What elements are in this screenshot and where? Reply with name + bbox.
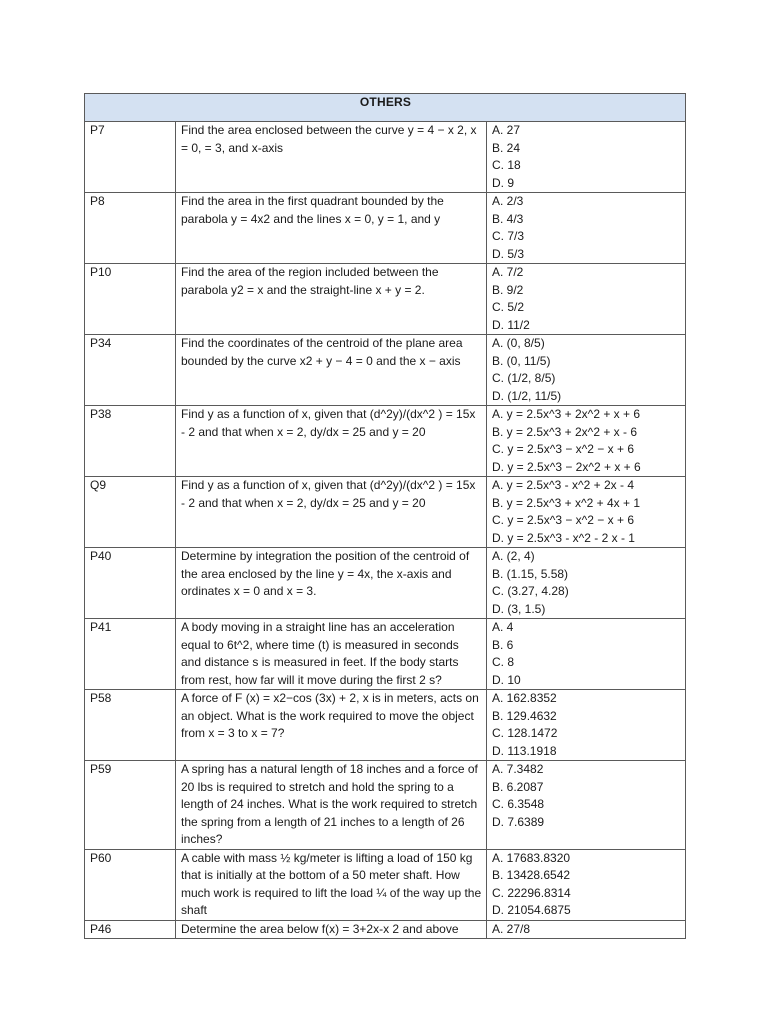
answer-options [487, 193, 686, 264]
question-id: P8 [85, 193, 176, 264]
questions-body [85, 122, 686, 939]
question-text: A cable with mass ½ kg/meter is lifting a load of 150 kg that is initially at the bottom of a 50 meter shaft. How much work is required to lift the load ¼ of the way up the shaft [181, 850, 482, 917]
answer-options [487, 690, 686, 761]
question-text: Find the area of the region included between the parabola y2 = x and the straight-line x + y = 2. [181, 265, 439, 297]
answer-options [487, 849, 686, 920]
answer-option: A. 27 [492, 123, 521, 137]
answer-options [487, 122, 686, 193]
question-text: A body moving in a straight line has an acceleration equal to 6t^2, where time (t) is measured in seconds and distance s is measured in feet. If the body starts from rest, how far will it move during the first 2 s? [181, 620, 459, 687]
answer-option: C. 18 [492, 158, 521, 172]
answer-option: A. 2/3 [492, 194, 524, 208]
question-text-cell [176, 477, 487, 548]
question-text-cell [176, 335, 487, 406]
answer-option: D. 11/2 [492, 317, 530, 332]
question-id: P46 [85, 920, 176, 939]
table-header-row [85, 94, 686, 122]
question-text-cell [176, 761, 487, 850]
answer-option: D. 113.1918 [492, 743, 557, 758]
answer-option: A. 7.3482 [492, 762, 544, 776]
answer-option: A. 162.8352 [492, 691, 557, 705]
answer-options [487, 264, 686, 335]
question-text: Find the coordinates of the centroid of the plane area bounded by the curve x2 + y − 4 = 0 and the x − axis [181, 336, 463, 368]
answer-option: C. y = 2.5x^3 − x^2 − x + 6 [492, 513, 635, 527]
table-row [85, 122, 686, 193]
table-row [85, 335, 686, 406]
question-id: P59 [85, 761, 176, 850]
answer-option: B. 9/2 [492, 282, 524, 297]
answer-options [487, 619, 686, 690]
question-text-cell [176, 849, 487, 920]
question-text-cell [176, 193, 487, 264]
table-row [85, 619, 686, 690]
table-row [85, 761, 686, 850]
question-id: P34 [85, 335, 176, 406]
question-text-cell [176, 548, 487, 619]
question-id: P58 [85, 690, 176, 761]
table-row [85, 264, 686, 335]
question-text-cell [176, 619, 487, 690]
question-id: P60 [85, 849, 176, 920]
answer-option: C. (3.27, 4.28) [492, 584, 569, 598]
answer-option: A. y = 2.5x^3 - x^2 + 2x - 4 [492, 478, 634, 492]
question-id: P10 [85, 264, 176, 335]
answer-options [487, 406, 686, 477]
answer-option: C. 6.3548 [492, 797, 545, 811]
question-id: P41 [85, 619, 176, 690]
answer-option: D. y = 2.5x^3 − 2x^2 + x + 6 [492, 459, 641, 474]
question-text: Find the area in the first quadrant bounded by the parabola y = 4x2 and the lines x = 0, y = 1, and y [181, 194, 444, 226]
question-text: A spring has a natural length of 18 inches and a force of 20 lbs is required to stretch and hold the spring to a length of 24 inches. What is the work required to stretch the spring from a length of 21 inches to a length of 26 inches? [181, 762, 478, 846]
answer-option: C. 22296.8314 [492, 885, 571, 900]
question-id: Q9 [85, 477, 176, 548]
answer-options [487, 761, 686, 850]
answer-option: C. 7/3 [492, 229, 525, 243]
answer-option: D. 10 [492, 672, 521, 687]
question-text-cell [176, 122, 487, 193]
question-text-cell [176, 920, 487, 939]
answer-option: A. (0, 8/5) [492, 336, 545, 350]
question-text-cell [176, 690, 487, 761]
question-text-cell [176, 406, 487, 477]
table-row [85, 849, 686, 920]
answer-options [487, 477, 686, 548]
answer-option: D. (1/2, 11/5) [492, 388, 562, 403]
answer-option: A. 4 [492, 620, 514, 634]
table-row [85, 406, 686, 477]
answer-option: D. 5/3 [492, 246, 525, 261]
answer-option: C. (1/2, 8/5) [492, 371, 556, 385]
question-text: Find y as a function of x, given that (d^2y)/(dx^2 ) = 15x - 2 and that when x = 2, dy/dx = 25 and y = 20 [181, 407, 476, 439]
answer-option: B. 13428.6542 [492, 868, 571, 882]
table-row [85, 548, 686, 619]
answer-option: B. y = 2.5x^3 + x^2 + 4x + 1 [492, 495, 641, 510]
question-text: Find the area enclosed between the curve y = 4 − x 2, x = 0, = 3, and x-axis [181, 123, 477, 155]
answer-option: B. y = 2.5x^3 + 2x^2 + x - 6 [492, 424, 638, 439]
question-id: P38 [85, 406, 176, 477]
table-row [85, 477, 686, 548]
answer-option: D. 9 [492, 175, 515, 190]
answer-option: B. (0, 11/5) [492, 353, 551, 368]
answer-option: A. 17683.8320 [492, 850, 571, 865]
table-row [85, 920, 686, 939]
answer-option: C. 5/2 [492, 300, 525, 314]
answer-option: A. 27/8 [492, 921, 531, 936]
table-row [85, 690, 686, 761]
answer-option: B. 6.2087 [492, 779, 544, 794]
answer-option: B. 6 [492, 637, 514, 652]
answer-option: B. (1.15, 5.58) [492, 566, 569, 581]
answer-option: B. 4/3 [492, 211, 524, 226]
answer-option: B. 24 [492, 140, 521, 155]
answer-option: B. 129.4632 [492, 708, 557, 723]
answer-option: D. y = 2.5x^3 - x^2 - 2 x - 1 [492, 530, 635, 545]
question-text: Determine the area below f(x) = 3+2x-x 2 and above [181, 921, 459, 936]
question-text: A force of F (x) = x2−cos (3x) + 2, x is in meters, acts on an object. What is the work required to move the object from x = 3 to x = 7? [181, 691, 479, 740]
questions-table [84, 93, 686, 939]
question-text: Find y as a function of x, given that (d^2y)/(dx^2 ) = 15x - 2 and that when x = 2, dy/dx = 25 and y = 20 [181, 478, 476, 510]
answer-option: A. 7/2 [492, 265, 524, 279]
question-text: Determine by integration the position of the centroid of the area enclosed by the line y = 4x, the x-axis and ordinates x = 0 and x = 3. [181, 549, 470, 598]
question-id: P40 [85, 548, 176, 619]
answer-option: C. 8 [492, 655, 515, 669]
answer-option: D. 7.6389 [492, 814, 545, 829]
answer-option: A. y = 2.5x^3 + 2x^2 + x + 6 [492, 407, 641, 421]
answer-options [487, 920, 686, 939]
answer-options [487, 548, 686, 619]
question-id: P7 [85, 122, 176, 193]
answer-option: D. (3, 1.5) [492, 601, 546, 616]
answer-option: C. 128.1472 [492, 726, 558, 740]
answer-options [487, 335, 686, 406]
question-text-cell [176, 264, 487, 335]
section-title: OTHERS [85, 94, 686, 122]
table-row [85, 193, 686, 264]
answer-option: A. (2, 4) [492, 549, 535, 563]
answer-option: D. 21054.6875 [492, 903, 571, 917]
answer-option: C. y = 2.5x^3 − x^2 − x + 6 [492, 442, 635, 456]
